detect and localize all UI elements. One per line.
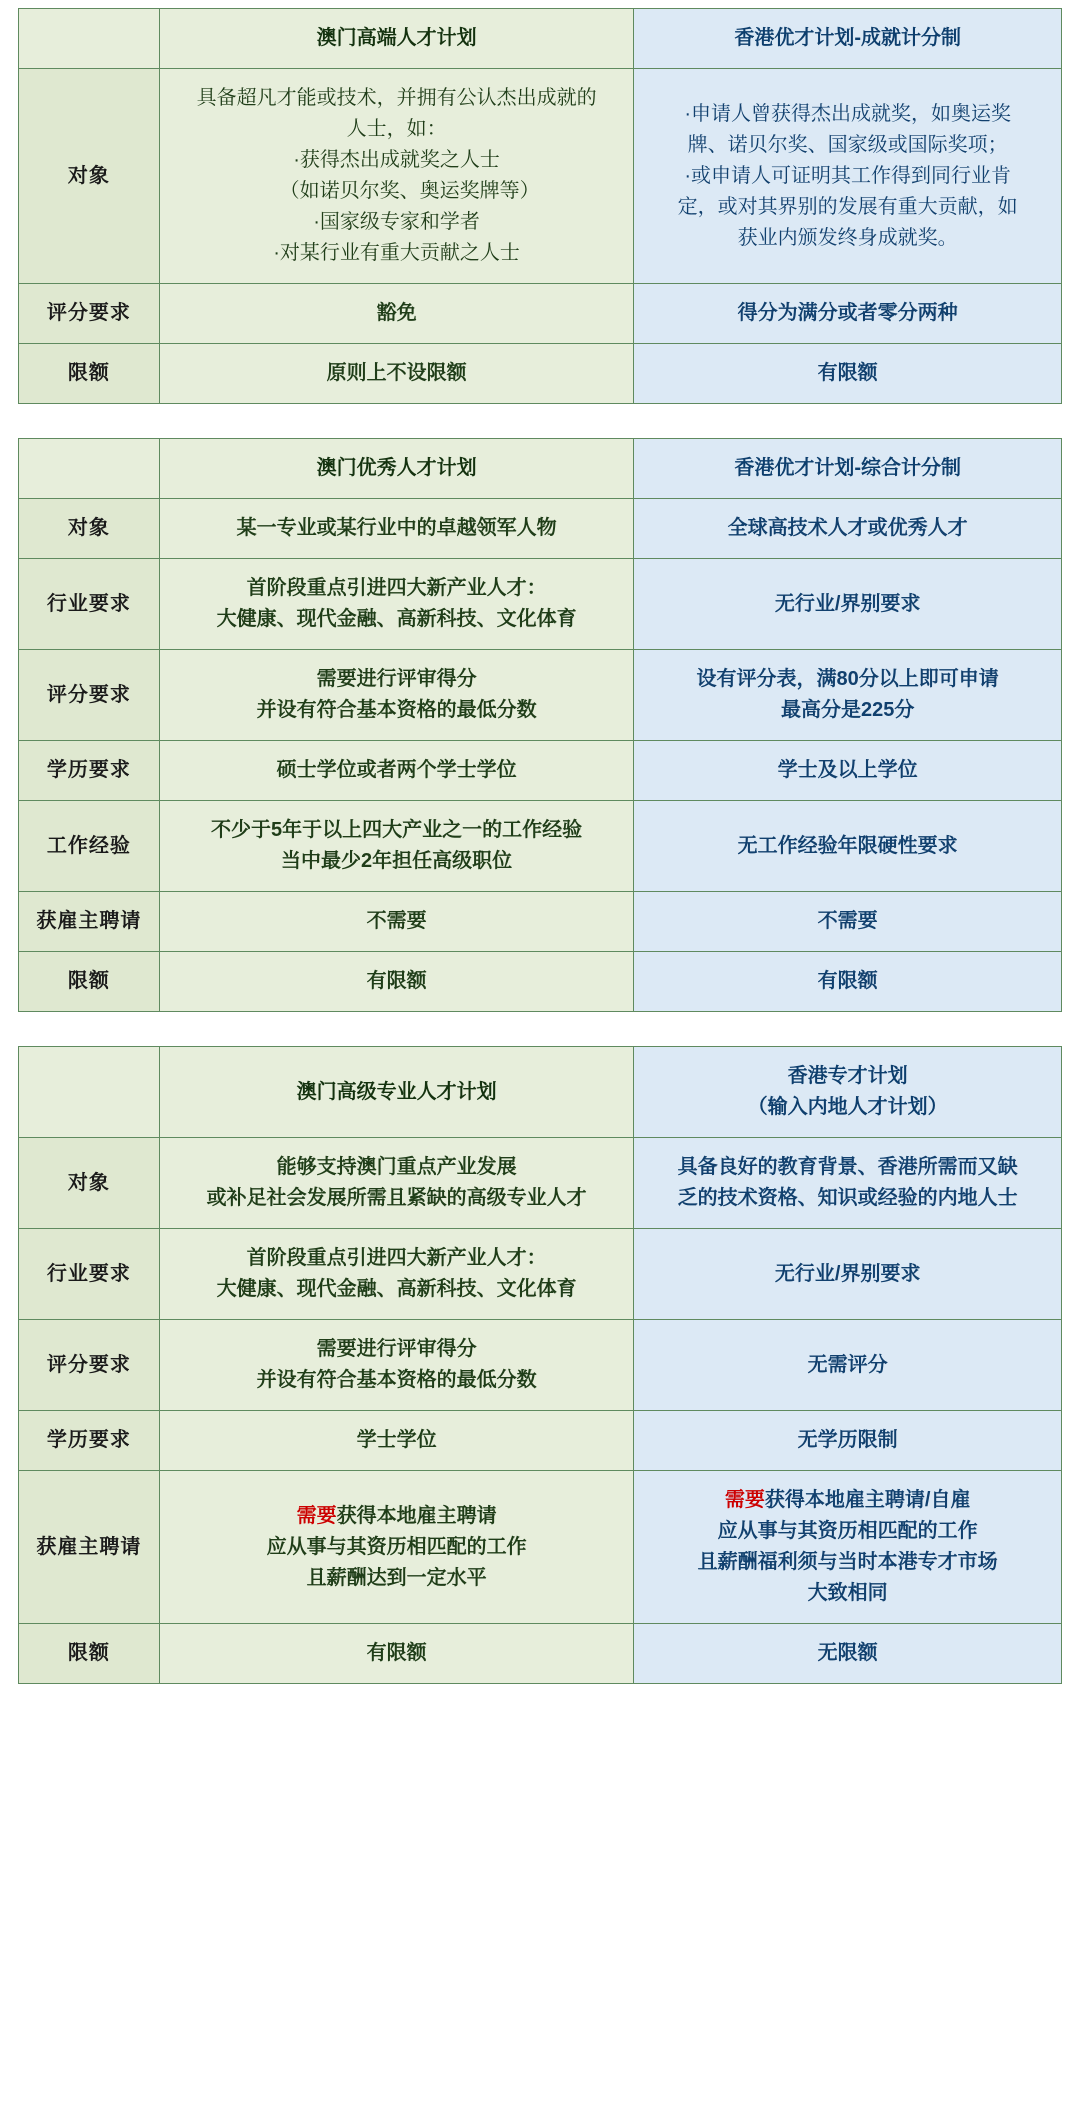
macau-education-cell: 硕士学位或者两个学士学位 xyxy=(159,741,634,801)
text-line: （输入内地人才计划） xyxy=(747,1096,948,1118)
text-line: 并设有符合基本资格的最低分数 xyxy=(256,1369,537,1391)
text-line: 牌、诺贝尔奖、国家级或国际奖项； xyxy=(687,133,1008,156)
text-line: （如诺贝尔奖、奥运奖牌等） xyxy=(279,180,540,202)
table-header-row xyxy=(19,1047,1062,1138)
row-label-quota: 限额 xyxy=(19,344,160,404)
text-line: 获业内颁发终身成就奖。 xyxy=(737,226,958,249)
row-label-industry: 行业要求 xyxy=(19,559,160,650)
macau-education-cell: 学士学位 xyxy=(159,1411,634,1471)
macau-scoring-cell xyxy=(159,1320,634,1411)
table-row xyxy=(19,801,1062,892)
table-row xyxy=(19,69,1062,284)
table-row xyxy=(19,344,1062,404)
emphasis-text: 需要 xyxy=(724,1489,765,1511)
row-label-quota: 限额 xyxy=(19,952,160,1012)
text-line: 香港专才计划 xyxy=(787,1065,908,1087)
text-line: 应从事与其资历相匹配的工作 xyxy=(266,1535,527,1558)
table-header-row xyxy=(19,439,1062,499)
row-label-education: 学历要求 xyxy=(19,741,160,801)
text-line: 并设有符合基本资格的最低分数 xyxy=(256,699,537,721)
hk-education-cell: 无学历限制 xyxy=(634,1411,1062,1471)
row-label-employer: 获雇主聘请 xyxy=(19,892,160,952)
row-label-scoring: 评分要求 xyxy=(19,1320,160,1411)
hk-program-title xyxy=(634,1047,1062,1138)
text-line: 获得本地雇主聘请/自雇 xyxy=(764,1489,971,1511)
hk-quota-cell: 有限额 xyxy=(634,344,1062,404)
macau-target-cell xyxy=(159,1138,634,1229)
macau-industry-cell xyxy=(159,1229,634,1320)
hk-program-title: 香港优才计划-成就计分制 xyxy=(634,9,1062,69)
text-line: 大健康、现代金融、高新科技、文化体育 xyxy=(216,1278,577,1300)
hk-program-title: 香港优才计划-综合计分制 xyxy=(634,439,1062,499)
hk-education-cell: 学士及以上学位 xyxy=(634,741,1062,801)
table-row xyxy=(19,1229,1062,1320)
text-line: 具备良好的教育背景、香港所需而又缺 xyxy=(677,1156,1018,1178)
table-header-row xyxy=(19,9,1062,69)
text-line: ·获得杰出成就奖之人士 xyxy=(293,149,500,171)
corner-cell xyxy=(19,1047,160,1138)
text-line xyxy=(170,1501,624,1532)
hk-target-cell xyxy=(634,69,1062,284)
text-line: 能够支持澳门重点产业发展 xyxy=(276,1156,517,1178)
table-row xyxy=(19,952,1062,1012)
text-line: 需要进行评审得分 xyxy=(316,1338,477,1360)
table-row xyxy=(19,1471,1062,1624)
macau-quota-cell: 有限额 xyxy=(159,1624,634,1684)
text-line: 人士，如： xyxy=(346,118,447,140)
text-line: 应从事与其资历相匹配的工作 xyxy=(717,1520,978,1542)
hk-experience-cell: 无工作经验年限硬性要求 xyxy=(634,801,1062,892)
macau-employer-cell xyxy=(159,1471,634,1624)
table-row xyxy=(19,1138,1062,1229)
row-label-industry: 行业要求 xyxy=(19,1229,160,1320)
text-line: 当中最少2年担任高级职位 xyxy=(281,850,513,872)
text-line: 或补足社会发展所需且紧缺的高级专业人才 xyxy=(206,1187,587,1209)
row-label-experience: 工作经验 xyxy=(19,801,160,892)
text-line: 获得本地雇主聘请 xyxy=(336,1504,497,1527)
table-outstanding-talent xyxy=(18,438,1062,1012)
text-line: 首阶段重点引进四大新产业人才： xyxy=(246,1247,547,1269)
macau-target-cell: 某一专业或某行业中的卓越领军人物 xyxy=(159,499,634,559)
macau-quota-cell: 有限额 xyxy=(159,952,634,1012)
hk-industry-cell: 无行业/界别要求 xyxy=(634,559,1062,650)
macau-employer-cell: 不需要 xyxy=(159,892,634,952)
text-line xyxy=(644,1485,1051,1516)
table-row xyxy=(19,559,1062,650)
corner-cell xyxy=(19,9,160,69)
macau-scoring-cell: 豁免 xyxy=(159,284,634,344)
macau-industry-cell xyxy=(159,559,634,650)
macau-program-title: 澳门高级专业人才计划 xyxy=(159,1047,634,1138)
text-line: ·国家级专家和学者 xyxy=(313,211,480,233)
macau-experience-cell xyxy=(159,801,634,892)
table-row xyxy=(19,284,1062,344)
hk-target-cell xyxy=(634,1138,1062,1229)
table-row xyxy=(19,1624,1062,1684)
hk-scoring-cell xyxy=(634,650,1062,741)
text-line: 大健康、现代金融、高新科技、文化体育 xyxy=(216,608,577,630)
row-label-scoring: 评分要求 xyxy=(19,284,160,344)
table-high-end-talent xyxy=(18,8,1062,404)
text-line: ·对某行业有重大贡献之人士 xyxy=(273,242,520,264)
row-label-target: 对象 xyxy=(19,1138,160,1229)
text-line: 首阶段重点引进四大新产业人才： xyxy=(246,577,547,599)
text-line: 且薪酬福利须与当时本港专才市场 xyxy=(697,1551,998,1573)
row-label-quota: 限额 xyxy=(19,1624,160,1684)
row-label-target: 对象 xyxy=(19,69,160,284)
hk-scoring-cell: 无需评分 xyxy=(634,1320,1062,1411)
row-label-scoring: 评分要求 xyxy=(19,650,160,741)
row-label-employer: 获雇主聘请 xyxy=(19,1471,160,1624)
text-line: 大致相同 xyxy=(807,1582,888,1604)
hk-industry-cell: 无行业/界别要求 xyxy=(634,1229,1062,1320)
text-line: 且薪酬达到一定水平 xyxy=(306,1566,487,1589)
hk-quota-cell: 有限额 xyxy=(634,952,1062,1012)
emphasis-text: 需要 xyxy=(296,1504,337,1527)
macau-scoring-cell xyxy=(159,650,634,741)
row-label-education: 学历要求 xyxy=(19,1411,160,1471)
hk-scoring-cell: 得分为满分或者零分两种 xyxy=(634,284,1062,344)
text-line: 不少于5年于以上四大产业之一的工作经验 xyxy=(211,819,583,841)
text-line: 具备超凡才能或技术，并拥有公认杰出成就的 xyxy=(196,87,597,109)
hk-quota-cell: 无限额 xyxy=(634,1624,1062,1684)
text-line: 定，或对其界别的发展有重大贡献，如 xyxy=(677,195,1018,218)
macau-target-cell xyxy=(159,69,634,284)
text-line: ·申请人曾获得杰出成就奖，如奥运奖 xyxy=(684,102,1012,125)
table-row xyxy=(19,1320,1062,1411)
table-row xyxy=(19,892,1062,952)
macau-quota-cell: 原则上不设限额 xyxy=(159,344,634,404)
row-label-target: 对象 xyxy=(19,499,160,559)
hk-target-cell: 全球高技术人才或优秀人才 xyxy=(634,499,1062,559)
hk-employer-cell: 不需要 xyxy=(634,892,1062,952)
text-line: 设有评分表，满80分以上即可申请 xyxy=(696,668,999,690)
text-line: 乏的技术资格、知识或经验的内地人士 xyxy=(677,1187,1018,1209)
table-row xyxy=(19,1411,1062,1471)
table-senior-professional-talent xyxy=(18,1046,1062,1684)
text-line: ·或申请人可证明其工作得到同行业肯 xyxy=(684,164,1012,187)
text-line: 需要进行评审得分 xyxy=(316,668,477,690)
table-row xyxy=(19,741,1062,801)
macau-program-title: 澳门高端人才计划 xyxy=(159,9,634,69)
table-row xyxy=(19,650,1062,741)
macau-program-title: 澳门优秀人才计划 xyxy=(159,439,634,499)
table-row xyxy=(19,499,1062,559)
text-line: 最高分是225分 xyxy=(780,699,915,721)
corner-cell xyxy=(19,439,160,499)
hk-employer-cell xyxy=(634,1471,1062,1624)
